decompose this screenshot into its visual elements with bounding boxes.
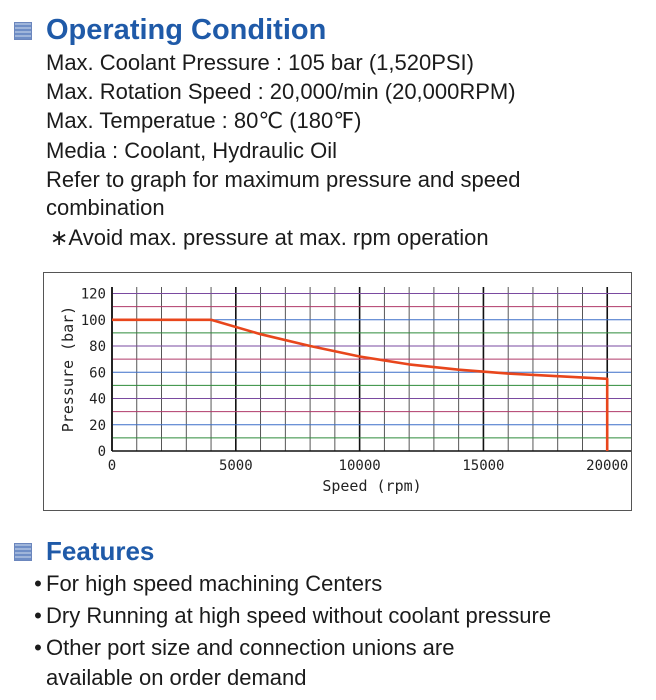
- y-tick-label: 20: [89, 417, 106, 434]
- spec-max-coolant-pressure: Max. Coolant Pressure : 105 bar (1,520PSI): [46, 50, 474, 75]
- feature-item-text: Dry Running at high speed without coolant pressure: [46, 603, 552, 628]
- y-tick-label: 80: [89, 339, 106, 356]
- operating-condition-heading: [14, 14, 326, 47]
- y-tick-label: 40: [89, 391, 106, 408]
- spec-graph-note-continued: combination: [46, 195, 165, 220]
- y-tick-label: 120: [80, 286, 106, 303]
- x-tick-label: 20000: [586, 458, 629, 474]
- y-axis-label: Pressure (bar): [59, 305, 77, 433]
- x-tick-label: 5000: [218, 458, 253, 474]
- spec-media: Media : Coolant, Hydraulic Oil: [46, 138, 338, 163]
- feature-item-text: For high speed machining Centers: [46, 571, 383, 596]
- feature-item: [30, 634, 454, 662]
- y-tick-label: 100: [80, 312, 106, 329]
- x-tick-label: 10000: [338, 458, 381, 474]
- feature-item: [30, 602, 551, 630]
- feature-item: [30, 570, 382, 598]
- chart-canvas: [44, 273, 631, 510]
- pressure-speed-chart: [43, 272, 632, 511]
- spec-warning-note: ∗Avoid max. pressure at max. rpm operation: [50, 225, 489, 250]
- features-title: Features: [46, 536, 155, 566]
- bullet-icon: •: [34, 603, 42, 628]
- x-axis-label: Speed (rpm): [322, 477, 422, 495]
- operating-condition-title: Operating Condition: [46, 14, 327, 46]
- spec-max-temperature: Max. Temperatue : 80℃ (180℉): [46, 108, 362, 133]
- section-bullet-icon: [14, 543, 32, 561]
- y-tick-label: 0: [97, 444, 106, 460]
- spec-graph-note: Refer to graph for maximum pressure and speed: [46, 167, 521, 192]
- features-heading: [14, 536, 154, 567]
- bullet-icon: •: [34, 635, 42, 660]
- section-bullet-icon: [14, 22, 32, 40]
- x-tick-label: 15000: [462, 458, 505, 474]
- x-tick-label: 0: [107, 458, 117, 474]
- bullet-icon: •: [34, 571, 42, 596]
- feature-item-continuation: available on order demand: [46, 665, 307, 690]
- spec-max-rotation-speed: Max. Rotation Speed : 20,000/min (20,000RPM): [46, 79, 516, 104]
- feature-item-text: Other port size and connection unions are: [46, 635, 455, 660]
- y-tick-label: 60: [89, 365, 106, 382]
